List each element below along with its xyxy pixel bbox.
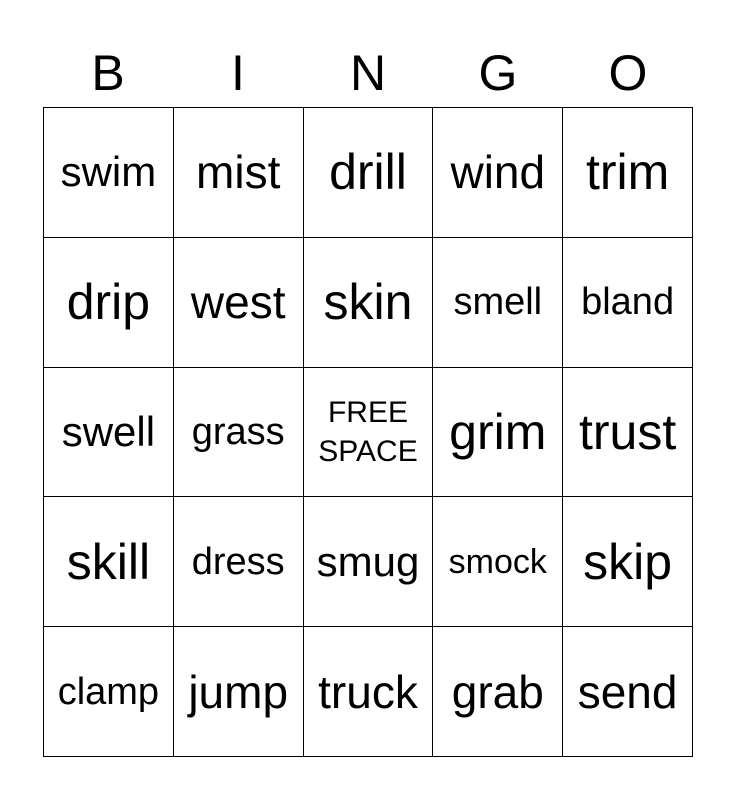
bingo-cell: grim [433,368,563,498]
bingo-cell: skip [563,497,693,627]
header-letter-n: N [349,45,387,101]
bingo-cell: skill [44,497,174,627]
bingo-cell: bland [563,238,693,368]
bingo-cell: west [174,238,304,368]
free-space-cell [304,368,434,498]
bingo-cell: swim [44,108,174,238]
bingo-cell: dress [174,497,304,627]
bingo-cell: trust [563,368,693,498]
bingo-cell: grab [433,627,563,757]
bingo-cell: skin [304,238,434,368]
free-space-line-1: FREE [327,395,408,429]
bingo-cell: jump [174,627,304,757]
header-letter-g: G [478,45,518,101]
bingo-cell: clamp [44,627,174,757]
bingo-cell: drill [304,108,434,238]
bingo-cell: mist [174,108,304,238]
bingo-cell: truck [304,627,434,757]
header-letter-i: I [231,45,245,101]
bingo-cell: smell [433,238,563,368]
header-letter-o: O [608,45,648,101]
bingo-cell: grass [174,368,304,498]
bingo-cell: send [563,627,693,757]
free-space-line-2: SPACE [318,434,418,468]
bingo-cell: smock [433,497,563,627]
bingo-cell: drip [44,238,174,368]
header-letter-b: B [91,45,125,101]
bingo-cell: wind [433,108,563,238]
bingo-cell: swell [44,368,174,498]
bingo-board [43,107,693,757]
bingo-cell: trim [563,108,693,238]
bingo-header [43,40,693,106]
bingo-cell: smug [304,497,434,627]
